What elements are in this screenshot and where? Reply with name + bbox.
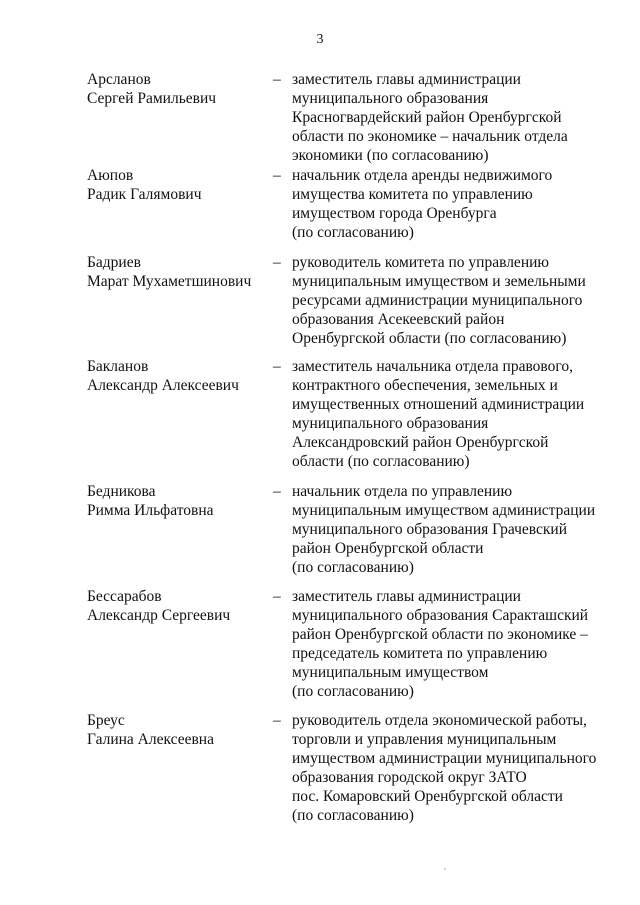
role-line: торговли и управления муниципальным: [292, 731, 557, 748]
member-given-names: Александр Сергеевич: [87, 607, 231, 624]
member-role: [292, 482, 622, 577]
role-line: муниципальным имуществом: [292, 664, 489, 681]
role-line: район Оренбургской области: [292, 540, 484, 557]
member-given-names: Александр Алексеевич: [87, 377, 239, 394]
role-line: муниципального образования: [292, 415, 489, 432]
role-line: руководитель отдела экономической работы,: [292, 712, 587, 729]
member-role: [292, 70, 622, 165]
member-role: [292, 166, 622, 242]
member-name: [87, 70, 277, 108]
role-line: муниципальным имуществом и земельными: [292, 273, 586, 290]
member-name: [87, 166, 277, 204]
role-line: заместитель главы администрации: [292, 588, 521, 605]
member-given-names: Марат Мухаметшинович: [87, 273, 252, 290]
member-surname: Бессарабов: [87, 588, 162, 605]
member-role: [292, 253, 622, 348]
scan-dot: [444, 868, 446, 870]
dash-separator: –: [273, 71, 281, 88]
role-line: образования городской округ ЗАТО: [292, 769, 527, 786]
page-number: 3: [316, 32, 324, 47]
member-given-names: Сергей Рамильевич: [87, 90, 217, 107]
role-line: муниципального образования Грачевский: [292, 521, 568, 538]
member-role: [292, 711, 622, 825]
member-name: [87, 711, 277, 749]
role-line: начальник отдела аренды недвижимого: [292, 167, 553, 184]
dash-separator: –: [273, 167, 281, 184]
member-name: [87, 357, 277, 395]
role-line: области по экономике – начальник отдела: [292, 128, 568, 145]
role-line: (по согласованию): [292, 224, 414, 241]
role-line: председатель комитета по управлению: [292, 645, 548, 662]
dash-separator: –: [273, 254, 281, 271]
member-given-names: Галина Алексеевна: [87, 731, 214, 748]
role-line: заместитель главы администрации: [292, 71, 521, 88]
member-name: [87, 482, 277, 520]
role-line: пос. Комаровский Оренбургской области: [292, 788, 563, 805]
member-given-names: Радик Галямович: [87, 186, 202, 203]
role-line: экономики (по согласованию): [292, 147, 489, 164]
member-surname: Бакланов: [87, 358, 149, 375]
role-line: имуществом администрации муниципального: [292, 750, 597, 767]
role-line: имущества комитета по управлению: [292, 186, 533, 203]
role-line: Оренбургской области (по согласованию): [292, 330, 567, 347]
dash-separator: –: [273, 358, 281, 375]
dash-separator: –: [273, 712, 281, 729]
member-given-names: Римма Ильфатовна: [87, 502, 214, 519]
role-line: имуществом города Оренбурга: [292, 205, 497, 222]
role-line: образования Асекеевский район: [292, 311, 505, 328]
member-role: [292, 357, 622, 471]
role-line: (по согласованию): [292, 683, 414, 700]
role-line: руководитель комитета по управлению: [292, 254, 549, 271]
role-line: начальник отдела по управлению: [292, 483, 513, 500]
dash-separator: –: [273, 588, 281, 605]
member-surname: Аюпов: [87, 167, 134, 184]
role-line: район Оренбургской области по экономике –: [292, 626, 588, 643]
member-surname: Бреус: [87, 712, 125, 729]
member-surname: Арсланов: [87, 71, 151, 88]
role-line: области (по согласованию): [292, 453, 470, 470]
member-name: [87, 587, 277, 625]
member-surname: Бадриев: [87, 254, 141, 271]
role-line: (по согласованию): [292, 807, 414, 824]
role-line: муниципальным имуществом администрации: [292, 502, 596, 519]
member-name: [87, 253, 277, 291]
role-line: Красногвардейский район Оренбургской: [292, 109, 562, 126]
role-line: заместитель начальника отдела правового,: [292, 358, 573, 375]
role-line: (по согласованию): [292, 559, 414, 576]
role-line: ресурсами администрации муниципального: [292, 292, 583, 309]
role-line: муниципального образования Саракташский: [292, 607, 589, 624]
member-surname: Бедникова: [87, 483, 156, 500]
member-role: [292, 587, 622, 701]
dash-separator: –: [273, 483, 281, 500]
role-line: Александровский район Оренбургской: [292, 434, 549, 451]
role-line: контрактного обеспечения, земельных и: [292, 377, 558, 394]
role-line: муниципального образования: [292, 90, 489, 107]
role-line: имущественных отношений администрации: [292, 396, 585, 413]
